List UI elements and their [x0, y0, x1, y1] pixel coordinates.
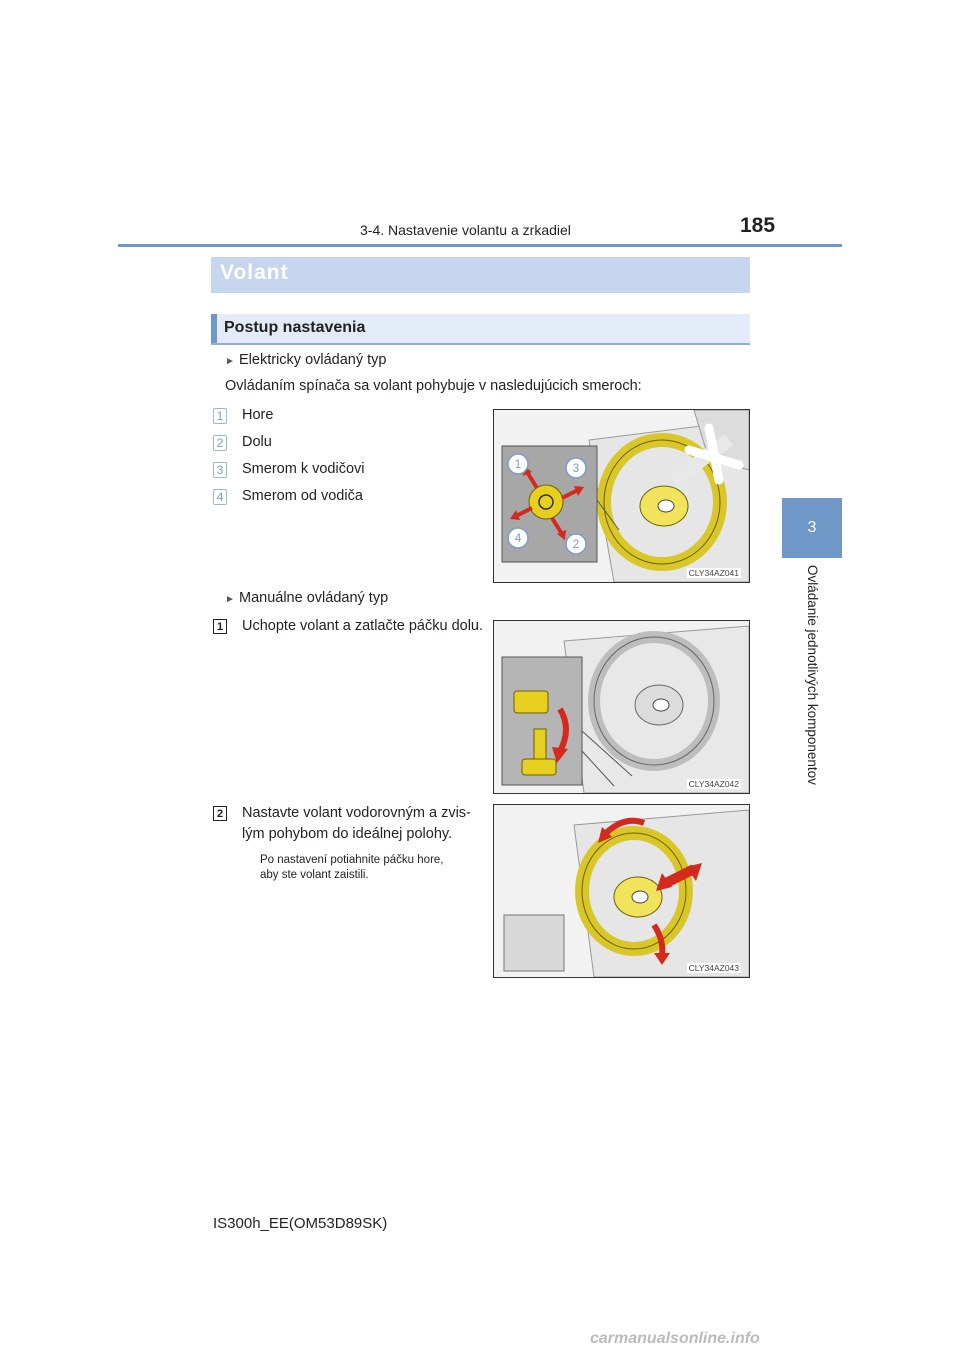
step-text-2-line1: Nastavte volant vodorovným a zvis- [242, 805, 471, 821]
figure-electric-steering [493, 409, 750, 583]
figure-code-3: CLY34AZ043 [688, 963, 739, 973]
figure-code-1: CLY34AZ041 [688, 568, 739, 578]
chapter-title [805, 565, 819, 825]
triangle-bullet-icon: ► [225, 356, 235, 367]
manual-lever-illustration [494, 621, 749, 793]
item-number-4: 4 [213, 489, 227, 505]
electric-type-label [225, 352, 386, 368]
manual-type-label [225, 590, 388, 606]
page-number: 185 [740, 214, 776, 237]
section-heading [211, 257, 750, 293]
item-number-3: 3 [213, 462, 227, 478]
triangle-bullet-icon: ► [225, 594, 235, 605]
step-text-2-line2: lým pohybom do ideálnej polohy. [242, 826, 453, 842]
subsection-bar [211, 314, 217, 343]
manual-type-text: Manuálne ovládaný typ [239, 590, 389, 606]
electric-steering-illustration [494, 410, 749, 582]
chapter-tab: 3 [782, 498, 842, 558]
figure-code-2: CLY34AZ042 [688, 779, 739, 789]
step-note-line2: aby ste volant zaistili. [260, 869, 369, 881]
header-section-title: 3-4. Nastavenie volantu a zrkadiel [360, 222, 571, 238]
callout-4: 4 [514, 531, 522, 545]
electric-type-text: Elektricky ovládaný typ [239, 352, 387, 368]
subsection-heading [211, 314, 750, 345]
callout-1: 1 [514, 457, 522, 471]
callout-3: 3 [572, 461, 580, 475]
item-text-2: Dolu [242, 434, 272, 450]
watermark: carmanualsonline.info [590, 1330, 760, 1347]
subsection-heading-text: Postup nastavenia [224, 319, 366, 336]
item-text-4: Smerom od vodiča [242, 488, 363, 504]
step-text-1: Uchopte volant a zatlačte páčku dolu. [242, 618, 484, 634]
step-number-2: 2 [213, 806, 227, 821]
electric-intro: Ovládaním spínača sa volant pohybuje v nasledujúcich smeroch: [225, 378, 642, 394]
item-number-2: 2 [213, 435, 227, 451]
item-number-1: 1 [213, 408, 227, 424]
chapter-title-text: Ovládanie jednotlivých komponentov [805, 565, 820, 785]
item-text-1: Hore [242, 407, 274, 423]
section-heading-text: Volant [220, 261, 289, 284]
step-note-line1: Po nastavení potiahnite páčku hore, [260, 854, 444, 866]
manual-adjust-illustration [494, 805, 749, 977]
figure-manual-adjust [493, 804, 750, 978]
step-number-1: 1 [213, 619, 227, 634]
header-rule [118, 244, 842, 247]
callout-2: 2 [572, 537, 580, 551]
item-text-3: Smerom k vodičovi [242, 461, 365, 477]
figure-manual-lever [493, 620, 750, 794]
footer-model-code: IS300h_EE(OM53D89SK) [213, 1215, 388, 1232]
